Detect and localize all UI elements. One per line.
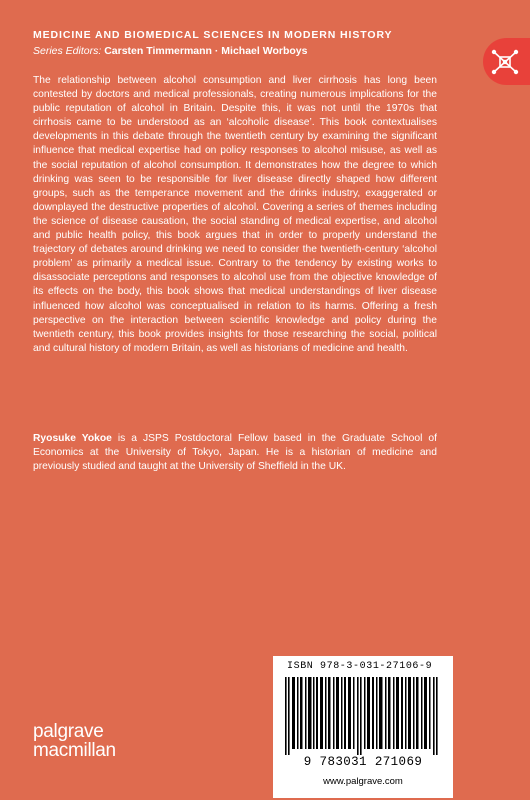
series-editors-names: Carsten Timmermann · Michael Worboys <box>104 45 308 57</box>
isbn-number: ISBN 978-3-031-27106-9 <box>287 661 433 672</box>
barcode-icon <box>281 677 445 755</box>
barcode-digits: 9 783031 271069 <box>303 755 423 769</box>
palgrave-network-icon <box>491 48 519 76</box>
series-editors <box>33 45 307 57</box>
book-description: The relationship between alcohol consumption and liver cirrhosis has long been contested by doctors and medical professionals, creating numerous implications for the public reputation of alcohol in Britain. Despite this, it was not until the 1970s that cirrhosis came to be understood as an ‘alcoholic disease’. This book contextualises developments in this debate through the twentieth century by examining the significant influence that medical expertise had on policy responses to alcohol misuse, as well as the social reputation of alcohol consumption. It demonstrates how the degree to which drinking was seen to be responsible for liver disease directly shaped how different groups, such as the temperance movement and the drinks industry, exaggerated or downplayed the destructive properties of alcohol. Covering a series of themes including the science of disease causation, the social standing of medical expertise, and alcohol and public health policy, this book argues that in order to properly understand the trajectory of debates around drinking we need to consider the twentieth-century ‘alcohol problem’ as primarily a medical issue. Contrary to the tendency by existing works to disassociate perceptions and responses to alcohol use from the objective knowledge of its effects on the body, this book shows that medical understandings of liver disease influenced how alcohol was conceptualised in relation to its harms. Offering a fresh perspective on the interaction between scientific knowledge and policy during the twentieth century, this book provides insights for those researching the social, political and cultural history of modern Britain, as well as historians of medicine and health. <box>33 75 437 354</box>
series-editors-label: Series Editors: <box>33 45 102 57</box>
publisher-website: www.palgrave.com <box>323 776 403 787</box>
publisher-logo <box>33 722 116 760</box>
author-bio <box>33 432 437 474</box>
barcode-panel <box>273 656 453 798</box>
publisher-logo-line1: palgrave <box>33 721 104 742</box>
series-title: MEDICINE AND BIOMEDICAL SCIENCES IN MODERN HISTORY <box>33 29 393 41</box>
publisher-logo-line2: macmillan <box>33 740 116 761</box>
author-name: Ryosuke Yokoe <box>33 433 112 444</box>
author-bio-text: is a JSPS Postdoctoral Fellow based in the Graduate School of Economics at the University of Tokyo, Japan. He is a historian of medicine and previously studied and taught at the University of Sheffield in the UK. <box>33 433 437 473</box>
palgrave-badge <box>483 38 530 85</box>
